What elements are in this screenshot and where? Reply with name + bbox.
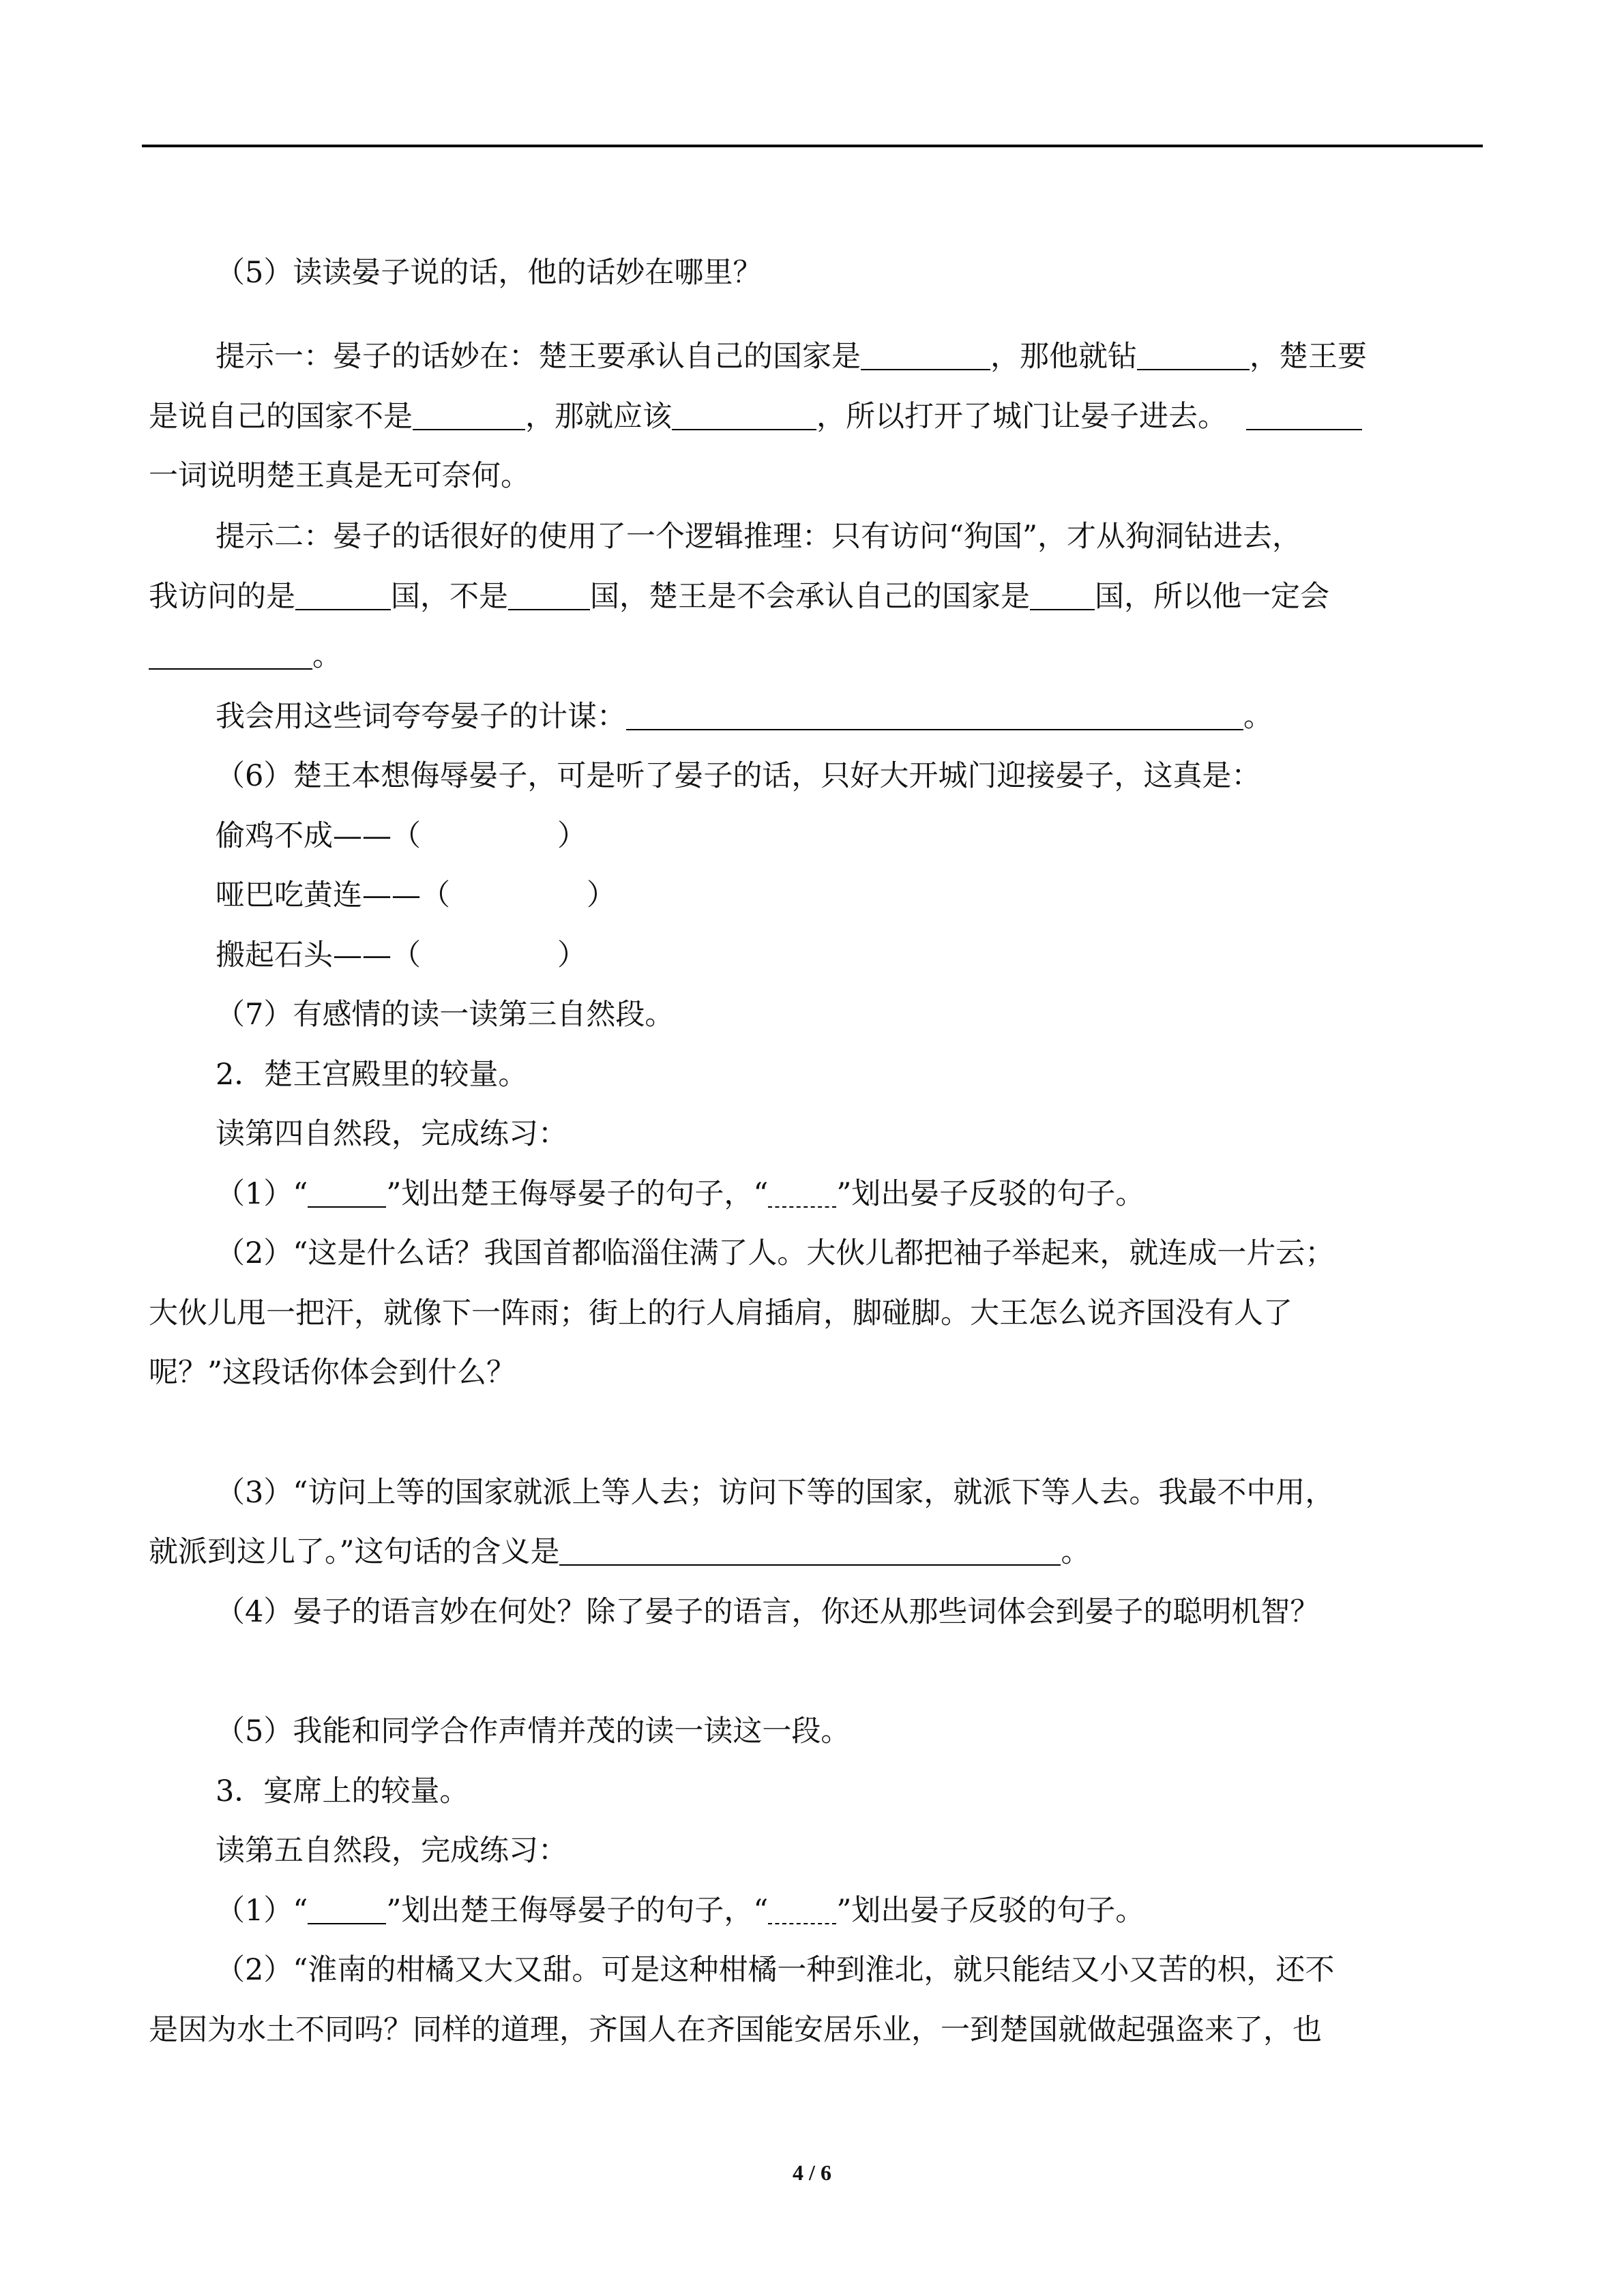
hint-one-line-2 — [149, 396, 1362, 437]
idiom-line-3 — [216, 935, 587, 976]
answer-blank[interactable] — [1137, 342, 1250, 370]
text: 搬起石头——（ — [216, 938, 421, 972]
answer-blank[interactable] — [508, 582, 590, 610]
text: ） — [557, 938, 587, 972]
s3-question-1 — [216, 1890, 1145, 1931]
section-3-heading — [216, 1771, 469, 1812]
text: （4）晏子的语言妙在何处？除了晏子的语言，你还从那些词体会到晏子的聪明机智？ — [216, 1595, 1320, 1629]
answer-blank[interactable] — [1030, 582, 1095, 610]
section-2-heading — [216, 1054, 527, 1095]
text: 是说自己的国家不是 — [149, 400, 413, 434]
text: 呢？”这段话你体会到什么？ — [149, 1356, 516, 1390]
s3-question-2-line-2 — [149, 2010, 1322, 2051]
text: 国，不是 — [391, 580, 508, 614]
answer-blank[interactable] — [559, 1537, 1061, 1566]
underline-sample-solid — [308, 1896, 386, 1924]
text: （6）楚王本想侮辱晏子，可是听了晏子的话，只好大开城门迎接晏子，这真是： — [216, 759, 1261, 793]
text: （1）“ — [216, 1177, 308, 1211]
answer-blank[interactable] — [413, 402, 525, 430]
s3-question-2-line-1 — [216, 1950, 1334, 1991]
text: 哑巴吃黄连——（ — [216, 878, 450, 912]
hint-two-line-3 — [149, 636, 342, 676]
question-6-heading — [216, 756, 1260, 796]
answer-blank[interactable] — [672, 402, 816, 430]
text: （3）“访问上等的国家就派上等人去；访问下等的国家，就派下等人去。我最不中用， — [216, 1476, 1335, 1510]
underline-sample-wavy — [768, 1179, 836, 1208]
answer-blank[interactable] — [149, 641, 312, 670]
answer-blank[interactable] — [1246, 402, 1362, 430]
section-2-instruction — [216, 1114, 567, 1154]
text: ，那他就钻 — [990, 340, 1137, 374]
page-number: 4 / 6 — [793, 2160, 831, 2185]
answer-blank[interactable] — [861, 342, 990, 370]
text: 读第四自然段，完成练习： — [216, 1117, 567, 1151]
s2-question-2-line-2 — [149, 1293, 1293, 1334]
text: 提示一：晏子的话妙在：楚王要承认自己的国家是 — [216, 340, 861, 374]
praise-line — [216, 696, 1273, 737]
text: 偷鸡不成——（ — [216, 819, 421, 853]
hint-two-line-2 — [149, 576, 1329, 617]
question-7 — [216, 994, 674, 1035]
s2-question-4 — [216, 1592, 1319, 1632]
text: 我访问的是 — [149, 580, 295, 614]
text: 提示二：晏子的话很好的使用了一个逻辑推理：只有访问“狗国”，才从狗洞钻进去， — [216, 520, 1301, 554]
text: ，所以打开了城门让晏子进去。 — [816, 400, 1227, 434]
text: 3．宴席上的较量。 — [216, 1774, 469, 1808]
text: ，楚王要 — [1250, 340, 1367, 374]
section-3-instruction — [216, 1830, 567, 1871]
text: 国，所以他一定会 — [1095, 580, 1329, 614]
idiom-line-1 — [216, 816, 587, 856]
text: 就派到这儿了。”这句话的含义是 — [149, 1535, 560, 1569]
underline-sample-solid — [308, 1179, 386, 1208]
text: （2）“这是什么话？我国首都临淄住满了人。大伙儿都把袖子举起来，就连成一片云； — [216, 1236, 1335, 1270]
text: （1）“ — [216, 1894, 308, 1928]
text: 是因为水土不同吗？同样的道理，齐国人在齐国能安居乐业，一到楚国就做起强盗来了，也 — [149, 2013, 1322, 2047]
s2-question-2-line-3 — [149, 1352, 516, 1393]
hint-one-line-3 — [149, 456, 530, 496]
text: 。 — [1061, 1535, 1091, 1569]
answer-blank[interactable] — [626, 702, 1243, 730]
text: ） — [587, 878, 616, 912]
hint-one-line-1 — [216, 336, 1367, 377]
text: 读第五自然段，完成练习： — [216, 1834, 567, 1868]
s2-question-1 — [216, 1174, 1145, 1214]
text: ”划出晏子反驳的句子。 — [836, 1177, 1145, 1211]
s2-question-5 — [216, 1711, 850, 1752]
text: ”划出楚王侮辱晏子的句子，“ — [386, 1894, 769, 1928]
text: ”划出楚王侮辱晏子的句子，“ — [386, 1177, 769, 1211]
text: （5）我能和同学合作声情并茂的读一读这一段。 — [216, 1714, 851, 1748]
answer-blank[interactable] — [295, 582, 391, 610]
text: （5）读读晏子说的话，他的话妙在哪里？ — [216, 256, 763, 290]
text: ”划出晏子反驳的句子。 — [836, 1894, 1145, 1928]
text: ，那就应该 — [525, 400, 672, 434]
text: 2．楚王宫殿里的较量。 — [216, 1058, 528, 1092]
s2-question-3-line-2 — [149, 1532, 1090, 1572]
question-5-heading — [216, 252, 762, 293]
text: （7）有感情的读一读第三自然段。 — [216, 998, 675, 1032]
s2-question-2-line-1 — [216, 1233, 1334, 1274]
text: 一词说明楚王真是无可奈何。 — [149, 459, 530, 493]
text: 。 — [312, 639, 342, 673]
underline-sample-wavy — [768, 1896, 836, 1924]
text: 。 — [1243, 700, 1273, 734]
hint-two-line-1 — [216, 516, 1301, 557]
idiom-line-2 — [216, 875, 616, 916]
text: 国，楚王是不会承认自己的国家是 — [590, 580, 1030, 614]
header-rule — [142, 145, 1483, 147]
text: 大伙儿甩一把汗，就像下一阵雨；街上的行人肩插肩，脚碰脚。大王怎么说齐国没有人了 — [149, 1296, 1293, 1330]
text: （2）“淮南的柑橘又大又甜。可是这种柑橘一种到淮北，就只能结又小又苦的枳，还不 — [216, 1953, 1335, 1987]
text: 我会用这些词夸夸晏子的计谋： — [216, 700, 626, 734]
text: ） — [557, 819, 587, 853]
s2-question-3-line-1 — [216, 1472, 1334, 1513]
